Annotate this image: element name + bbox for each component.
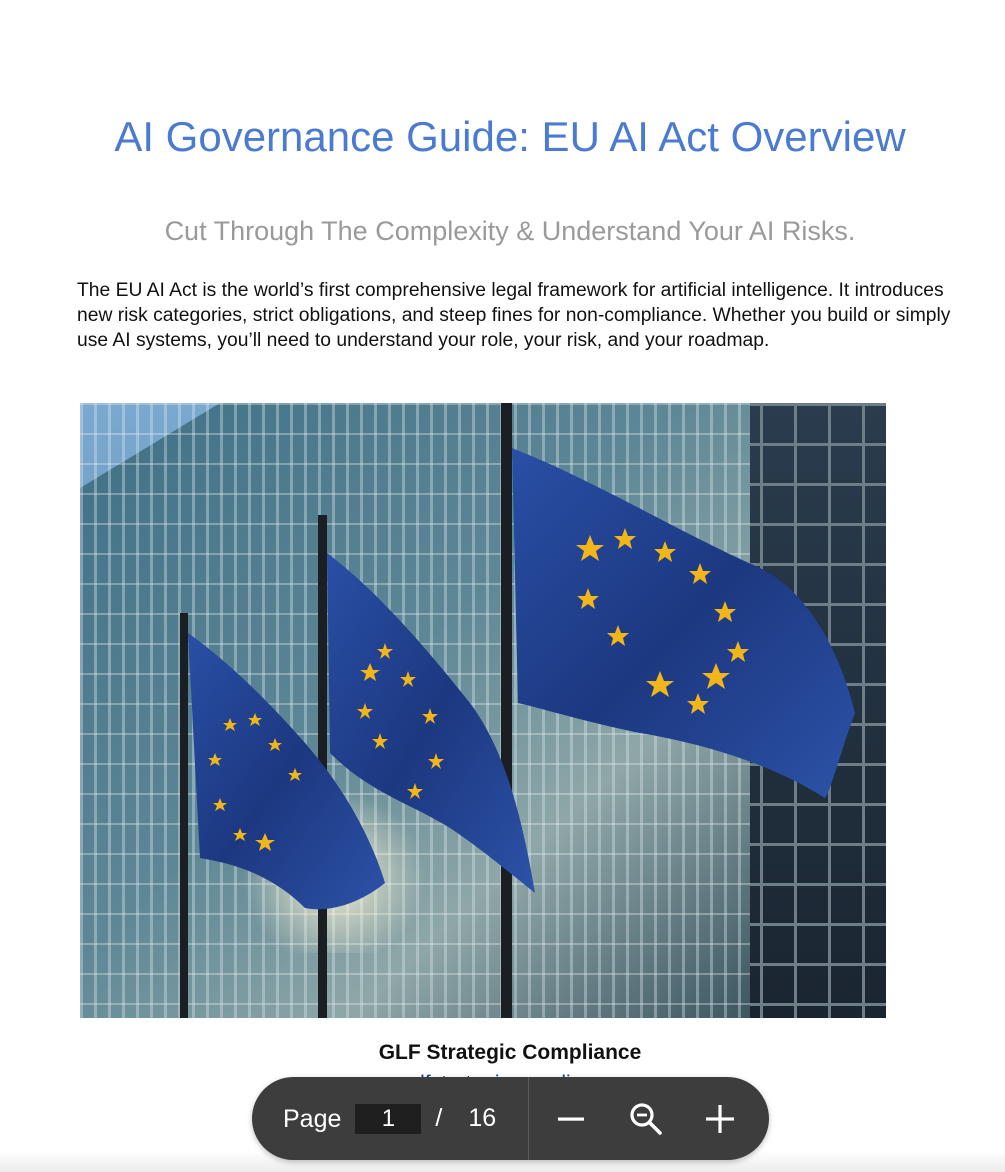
zoom-minus-button[interactable]	[551, 1099, 591, 1139]
eu-flags-photo	[80, 403, 886, 1018]
zoom-out-icon	[628, 1101, 664, 1137]
minus-icon	[556, 1104, 586, 1134]
page-label: Page	[283, 1104, 342, 1133]
intro-paragraph: The EU AI Act is the world’s first comprehensive legal framework for artificial intelligence. It introduces new risk categories, strict obligations, and steep fines for non-compliance. Whether you build or simply use AI systems, you’ll need to understand your role, your risk, and your roadmap.	[77, 280, 951, 351]
zoom-plus-button[interactable]	[700, 1099, 740, 1139]
current-page-input[interactable]	[355, 1104, 421, 1134]
document-subtitle: Cut Through The Complexity & Understand Your AI Risks.	[164, 216, 856, 246]
plus-icon	[704, 1103, 736, 1135]
pdf-viewer-toolbar	[252, 1077, 769, 1160]
total-pages: 16	[468, 1104, 497, 1132]
document-title: AI Governance Guide: EU AI Act Overview	[114, 113, 906, 160]
page-separator: /	[435, 1104, 443, 1132]
toolbar-divider	[528, 1077, 529, 1160]
zoom-out-button[interactable]	[626, 1099, 666, 1139]
organization-name: GLF Strategic Compliance	[378, 1041, 642, 1064]
